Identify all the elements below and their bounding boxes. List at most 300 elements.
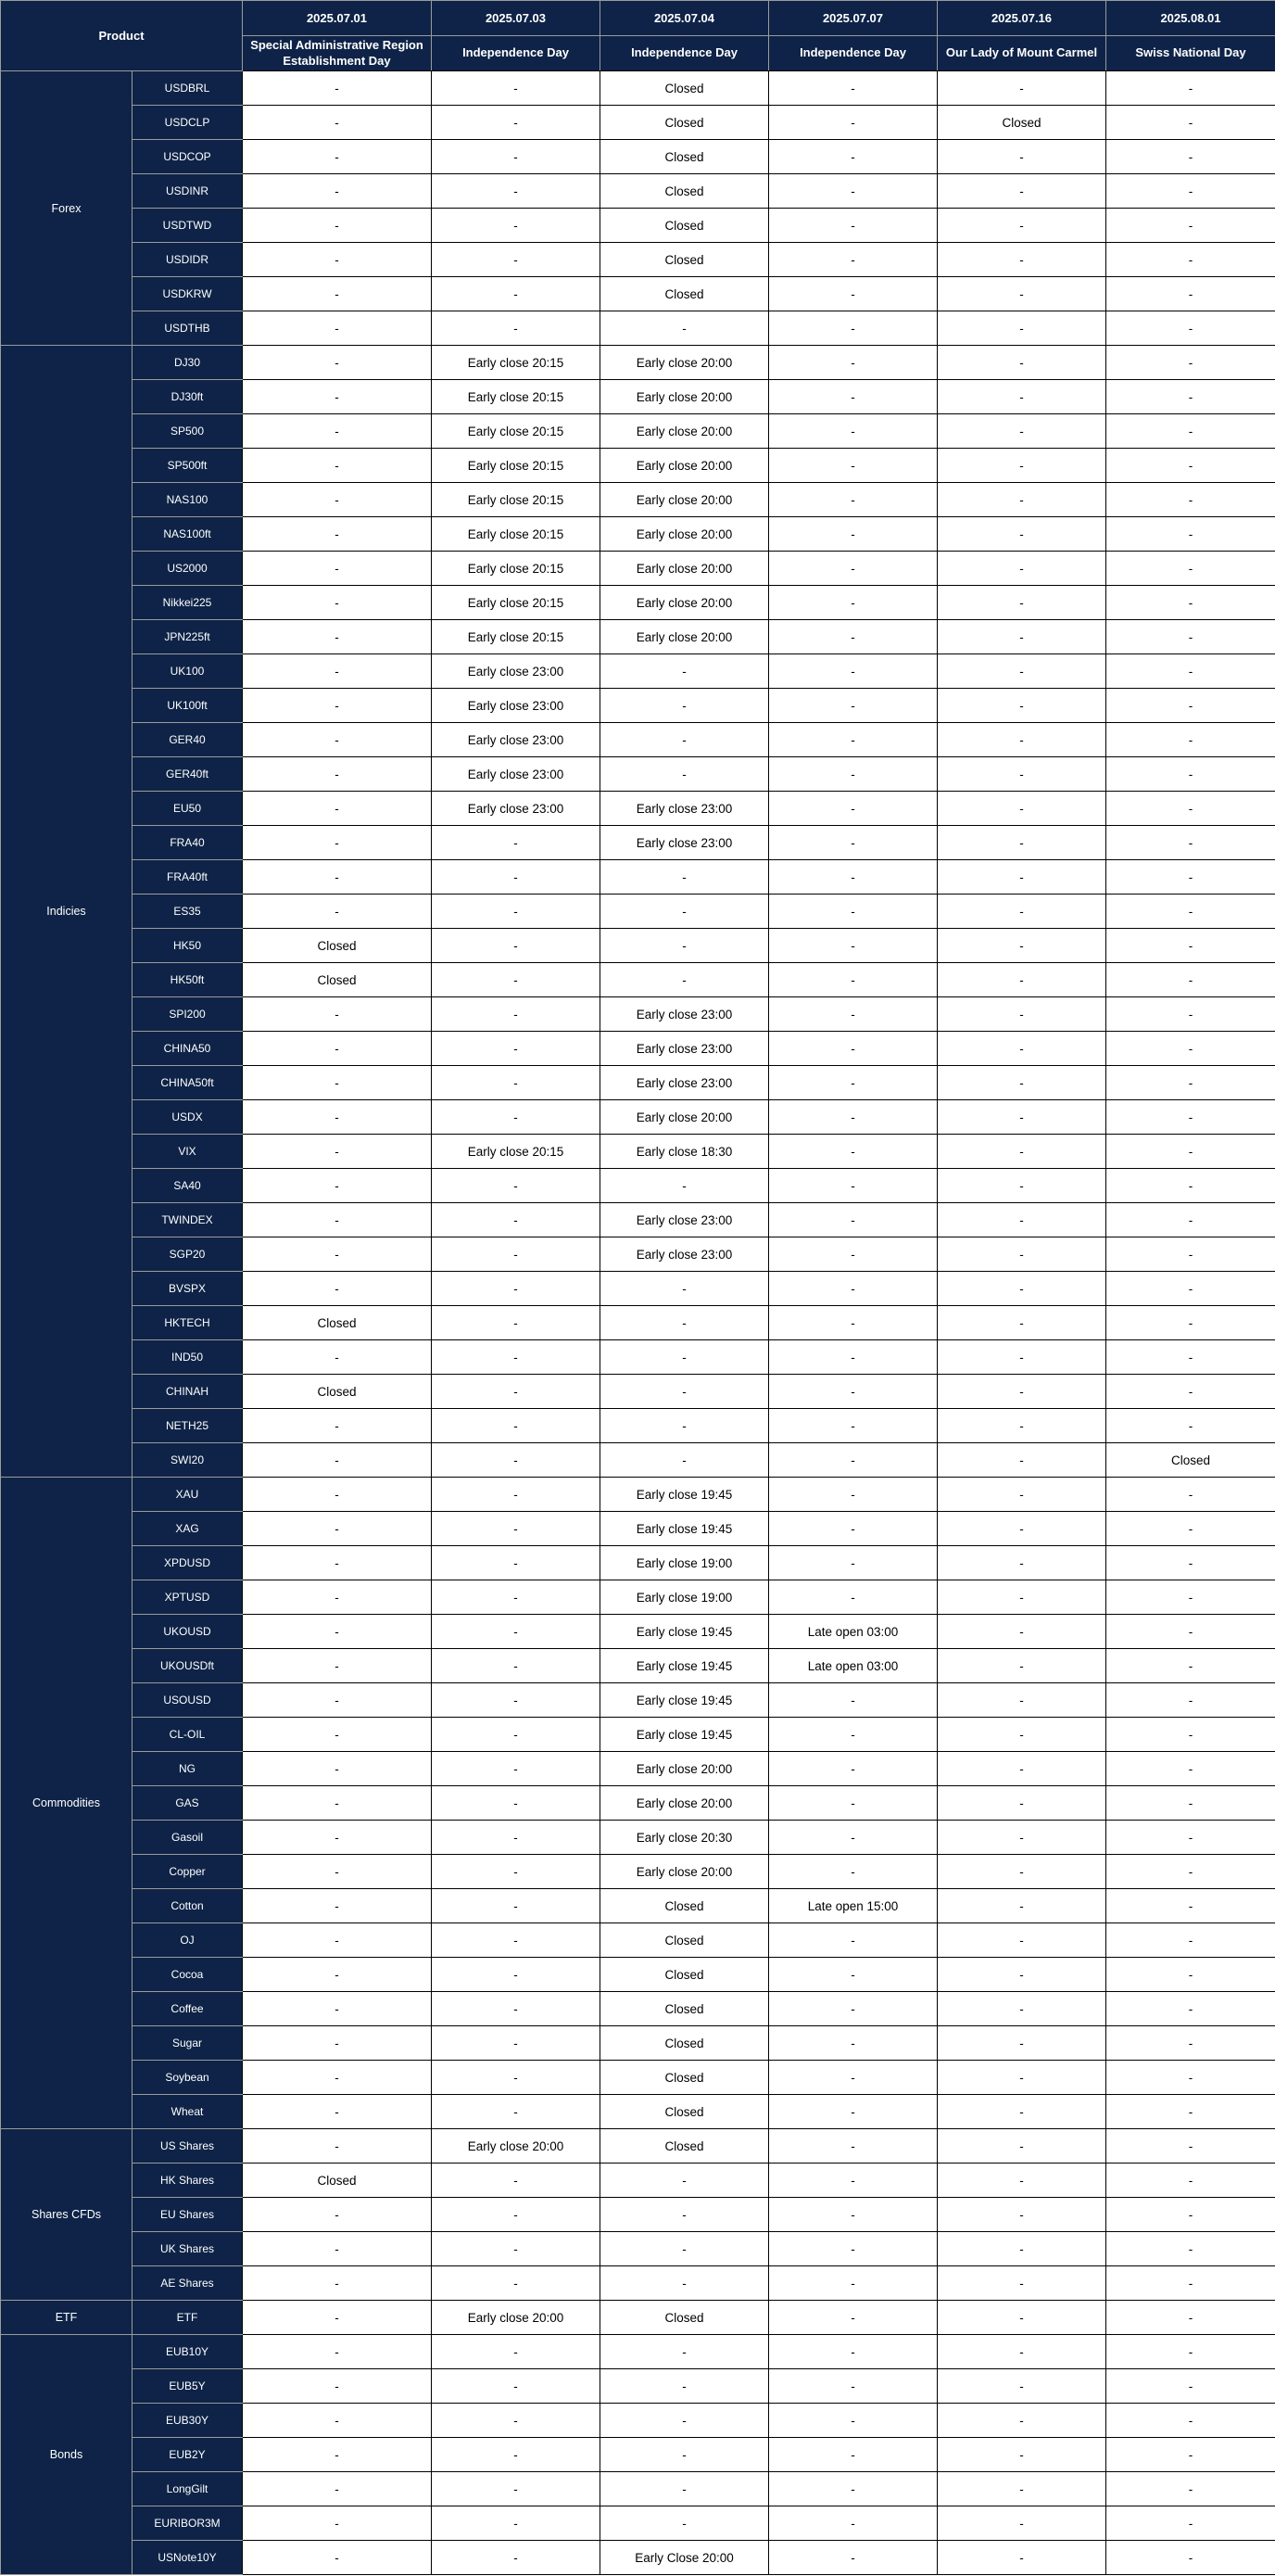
schedule-cell: - <box>938 1615 1106 1649</box>
schedule-cell: - <box>432 2061 600 2095</box>
schedule-cell: Early close 23:00 <box>600 792 769 826</box>
schedule-cell: - <box>938 346 1106 380</box>
schedule-cell: - <box>769 209 938 243</box>
schedule-cell: - <box>243 2026 432 2061</box>
product-cell: UK Shares <box>133 2232 243 2266</box>
schedule-cell: - <box>769 2164 938 2198</box>
schedule-cell: - <box>1106 1580 1275 1615</box>
schedule-cell: - <box>432 1889 600 1923</box>
schedule-cell: - <box>432 2506 600 2541</box>
table-header <box>1 1 1275 71</box>
table-row <box>1 1580 1275 1615</box>
schedule-cell: - <box>938 1135 1106 1169</box>
schedule-cell: - <box>769 346 938 380</box>
schedule-cell: - <box>432 2232 600 2266</box>
product-cell: XAG <box>133 1512 243 1546</box>
schedule-cell: - <box>769 1066 938 1100</box>
table-row <box>1 1923 1275 1958</box>
schedule-cell: - <box>938 2061 1106 2095</box>
schedule-cell: - <box>600 723 769 757</box>
schedule-cell: - <box>243 1066 432 1100</box>
schedule-cell: - <box>1106 1203 1275 1237</box>
schedule-cell: Closed <box>243 963 432 997</box>
schedule-cell: - <box>600 963 769 997</box>
schedule-cell: - <box>1106 71 1275 106</box>
schedule-cell: - <box>243 860 432 895</box>
product-cell: TWINDEX <box>133 1203 243 1237</box>
schedule-cell: - <box>1106 2335 1275 2369</box>
schedule-cell: - <box>938 2472 1106 2506</box>
schedule-cell: - <box>432 311 600 346</box>
schedule-cell: - <box>1106 1615 1275 1649</box>
schedule-cell: Early close 20:00 <box>600 1855 769 1889</box>
schedule-cell: Early close 20:15 <box>432 449 600 483</box>
schedule-cell: - <box>938 1923 1106 1958</box>
product-cell: HK50ft <box>133 963 243 997</box>
schedule-cell: - <box>1106 2541 1275 2575</box>
schedule-cell: - <box>432 1306 600 1340</box>
schedule-cell: - <box>432 1169 600 1203</box>
schedule-cell: - <box>1106 792 1275 826</box>
schedule-cell: - <box>769 1169 938 1203</box>
schedule-cell: - <box>769 1786 938 1821</box>
schedule-cell: - <box>769 654 938 689</box>
schedule-cell: - <box>432 1649 600 1683</box>
schedule-cell: Early close 18:30 <box>600 1135 769 1169</box>
schedule-cell: - <box>432 2541 600 2575</box>
schedule-cell: Early close 23:00 <box>600 826 769 860</box>
product-cell: CHINAH <box>133 1375 243 1409</box>
schedule-cell: - <box>600 689 769 723</box>
schedule-cell: - <box>432 1443 600 1478</box>
schedule-cell: - <box>243 1821 432 1855</box>
table-row <box>1 483 1275 517</box>
product-cell: SPI200 <box>133 997 243 1032</box>
schedule-cell: Early close 19:45 <box>600 1649 769 1683</box>
schedule-cell: - <box>243 346 432 380</box>
schedule-cell: - <box>1106 1992 1275 2026</box>
schedule-cell: - <box>1106 654 1275 689</box>
schedule-cell: - <box>1106 860 1275 895</box>
schedule-cell: - <box>938 1512 1106 1546</box>
schedule-cell: Early close 20:00 <box>600 1100 769 1135</box>
schedule-cell: - <box>432 1683 600 1718</box>
schedule-cell: - <box>600 1272 769 1306</box>
schedule-cell: - <box>1106 2438 1275 2472</box>
schedule-cell: - <box>1106 209 1275 243</box>
schedule-cell: - <box>1106 586 1275 620</box>
schedule-cell: - <box>600 1169 769 1203</box>
schedule-cell: - <box>432 1272 600 1306</box>
product-cell: SP500 <box>133 414 243 449</box>
schedule-cell: - <box>600 2404 769 2438</box>
schedule-cell: - <box>1106 2232 1275 2266</box>
category-cell: Bonds <box>1 2335 133 2575</box>
schedule-cell: Early close 20:15 <box>432 346 600 380</box>
schedule-cell: - <box>432 277 600 311</box>
schedule-cell: - <box>1106 346 1275 380</box>
table-row <box>1 2438 1275 2472</box>
product-cell: USDIDR <box>133 243 243 277</box>
table-row <box>1 2061 1275 2095</box>
schedule-cell: - <box>938 929 1106 963</box>
schedule-cell: Early close 23:00 <box>432 654 600 689</box>
schedule-cell: - <box>938 1100 1106 1135</box>
schedule-cell: - <box>938 243 1106 277</box>
table-row <box>1 2472 1275 2506</box>
schedule-cell: Early close 23:00 <box>432 689 600 723</box>
schedule-cell: - <box>769 2369 938 2404</box>
schedule-cell: - <box>243 2095 432 2129</box>
table-row <box>1 586 1275 620</box>
schedule-cell: Early close 23:00 <box>432 792 600 826</box>
schedule-cell: - <box>432 1992 600 2026</box>
schedule-cell: - <box>1106 963 1275 997</box>
schedule-cell: - <box>1106 1546 1275 1580</box>
category-cell: Indicies <box>1 346 133 1478</box>
product-cell: Copper <box>133 1855 243 1889</box>
product-cell: VIX <box>133 1135 243 1169</box>
table-row <box>1 2026 1275 2061</box>
schedule-cell: - <box>432 826 600 860</box>
product-cell: UKOUSDft <box>133 1649 243 1683</box>
table-row <box>1 1169 1275 1203</box>
schedule-cell: - <box>938 2369 1106 2404</box>
schedule-cell: Early close 20:00 <box>600 483 769 517</box>
schedule-cell: - <box>243 620 432 654</box>
schedule-cell: - <box>600 860 769 895</box>
schedule-cell: - <box>600 1409 769 1443</box>
schedule-cell: - <box>243 243 432 277</box>
schedule-cell: - <box>243 1923 432 1958</box>
schedule-cell: - <box>243 2404 432 2438</box>
schedule-cell: - <box>243 2335 432 2369</box>
schedule-cell: - <box>243 2438 432 2472</box>
table-row <box>1 71 1275 106</box>
schedule-cell: - <box>243 2472 432 2506</box>
product-cell: Nikkei225 <box>133 586 243 620</box>
schedule-cell: - <box>1106 1272 1275 1306</box>
schedule-cell: - <box>769 483 938 517</box>
schedule-cell: - <box>600 929 769 963</box>
product-cell: HK Shares <box>133 2164 243 2198</box>
table-row <box>1 826 1275 860</box>
schedule-cell: - <box>243 1752 432 1786</box>
product-cell: NG <box>133 1752 243 1786</box>
schedule-cell: Early close 20:00 <box>600 586 769 620</box>
schedule-cell: - <box>938 826 1106 860</box>
schedule-cell: Closed <box>600 106 769 140</box>
table-row <box>1 277 1275 311</box>
category-cell: Commodities <box>1 1478 133 2129</box>
schedule-cell: - <box>243 1409 432 1443</box>
schedule-cell: Closed <box>600 243 769 277</box>
schedule-cell: - <box>769 1306 938 1340</box>
schedule-cell: - <box>432 2095 600 2129</box>
schedule-cell: - <box>432 140 600 174</box>
schedule-cell: Early close 20:00 <box>600 552 769 586</box>
schedule-cell: - <box>938 277 1106 311</box>
product-cell: Soybean <box>133 2061 243 2095</box>
schedule-cell: - <box>243 1718 432 1752</box>
schedule-cell: - <box>1106 243 1275 277</box>
schedule-cell: - <box>938 2095 1106 2129</box>
schedule-cell: - <box>1106 2301 1275 2335</box>
schedule-cell: Early close 20:15 <box>432 1135 600 1169</box>
schedule-cell: Early close 19:45 <box>600 1718 769 1752</box>
schedule-cell: - <box>1106 1649 1275 1683</box>
table-row <box>1 1752 1275 1786</box>
schedule-cell: - <box>1106 2026 1275 2061</box>
table-row <box>1 2266 1275 2301</box>
table-row <box>1 1203 1275 1237</box>
table-row <box>1 1821 1275 1855</box>
product-cell: NETH25 <box>133 1409 243 1443</box>
date-header: 2025.07.03 <box>432 1 600 36</box>
schedule-cell: - <box>432 1203 600 1237</box>
table-row <box>1 1135 1275 1169</box>
schedule-cell: - <box>432 2404 600 2438</box>
schedule-cell: - <box>600 757 769 792</box>
product-cell: AE Shares <box>133 2266 243 2301</box>
schedule-cell: - <box>938 1306 1106 1340</box>
schedule-cell: - <box>432 1340 600 1375</box>
schedule-cell: - <box>600 2506 769 2541</box>
product-cell: GAS <box>133 1786 243 1821</box>
schedule-cell: - <box>1106 1237 1275 1272</box>
schedule-cell: Early close 19:00 <box>600 1546 769 1580</box>
schedule-cell: - <box>938 689 1106 723</box>
schedule-cell: - <box>432 2472 600 2506</box>
schedule-cell: - <box>769 277 938 311</box>
schedule-cell: - <box>938 71 1106 106</box>
schedule-cell: - <box>769 1580 938 1615</box>
schedule-cell: - <box>432 174 600 209</box>
schedule-cell: - <box>432 1923 600 1958</box>
schedule-cell: - <box>938 2506 1106 2541</box>
schedule-cell: - <box>769 2266 938 2301</box>
schedule-cell: Early close 19:45 <box>600 1683 769 1718</box>
schedule-cell: - <box>432 1478 600 1512</box>
schedule-cell: Early close 23:00 <box>432 757 600 792</box>
table-row <box>1 1375 1275 1409</box>
schedule-cell: - <box>243 1683 432 1718</box>
schedule-cell: Early close 20:00 <box>600 1752 769 1786</box>
schedule-cell: Late open 03:00 <box>769 1615 938 1649</box>
category-cell: ETF <box>1 2301 133 2335</box>
schedule-cell: - <box>769 792 938 826</box>
schedule-cell: - <box>938 449 1106 483</box>
schedule-cell: Early close 20:00 <box>600 517 769 552</box>
schedule-cell: Closed <box>600 1992 769 2026</box>
schedule-cell: - <box>938 2301 1106 2335</box>
schedule-cell: - <box>938 552 1106 586</box>
product-cell: UK100 <box>133 654 243 689</box>
table-row <box>1 1066 1275 1100</box>
schedule-cell: - <box>243 1958 432 1992</box>
table-row <box>1 689 1275 723</box>
schedule-cell: - <box>432 1821 600 1855</box>
schedule-cell: Closed <box>243 929 432 963</box>
product-cell: CHINA50ft <box>133 1066 243 1100</box>
schedule-cell: - <box>1106 380 1275 414</box>
table-row <box>1 140 1275 174</box>
product-cell: USOUSD <box>133 1683 243 1718</box>
product-cell: SWI20 <box>133 1443 243 1478</box>
schedule-cell: - <box>432 1958 600 1992</box>
schedule-cell: - <box>600 2438 769 2472</box>
schedule-cell: - <box>938 517 1106 552</box>
product-cell: XAU <box>133 1478 243 1512</box>
schedule-cell: - <box>432 1512 600 1546</box>
schedule-cell: Closed <box>600 209 769 243</box>
schedule-cell: - <box>243 1478 432 1512</box>
schedule-cell: - <box>938 2026 1106 2061</box>
schedule-cell: - <box>1106 1409 1275 1443</box>
schedule-cell: - <box>432 997 600 1032</box>
schedule-cell: Closed <box>600 2026 769 2061</box>
product-cell: USDKRW <box>133 277 243 311</box>
schedule-cell: Closed <box>600 174 769 209</box>
schedule-cell: - <box>1106 1855 1275 1889</box>
schedule-cell: - <box>243 2061 432 2095</box>
schedule-cell: - <box>769 2335 938 2369</box>
product-cell: Gasoil <box>133 1821 243 1855</box>
schedule-cell: - <box>769 997 938 1032</box>
schedule-cell: - <box>243 106 432 140</box>
schedule-cell: - <box>938 1958 1106 1992</box>
schedule-cell: - <box>1106 552 1275 586</box>
schedule-cell: - <box>432 2026 600 2061</box>
schedule-cell: - <box>938 140 1106 174</box>
schedule-cell: - <box>938 174 1106 209</box>
schedule-cell: - <box>243 1992 432 2026</box>
schedule-cell: - <box>243 1649 432 1683</box>
schedule-cell: - <box>1106 2506 1275 2541</box>
schedule-cell: - <box>938 1786 1106 1821</box>
table-row <box>1 1958 1275 1992</box>
schedule-cell: - <box>769 1512 938 1546</box>
schedule-cell: - <box>1106 2369 1275 2404</box>
table-row <box>1 2404 1275 2438</box>
product-cell: Coffee <box>133 1992 243 2026</box>
schedule-cell: - <box>769 380 938 414</box>
schedule-cell: - <box>938 654 1106 689</box>
schedule-cell: - <box>1106 2095 1275 2129</box>
product-cell: Sugar <box>133 2026 243 2061</box>
schedule-cell: - <box>938 1821 1106 1855</box>
table-row <box>1 963 1275 997</box>
table-row <box>1 2369 1275 2404</box>
category-cell: Forex <box>1 71 133 346</box>
schedule-cell: - <box>769 106 938 140</box>
schedule-cell: Early close 20:00 <box>600 346 769 380</box>
schedule-cell: - <box>432 1375 600 1409</box>
schedule-cell: - <box>432 1855 600 1889</box>
schedule-cell: - <box>1106 2266 1275 2301</box>
schedule-cell: - <box>1106 140 1275 174</box>
schedule-cell: - <box>769 1478 938 1512</box>
schedule-cell: - <box>432 106 600 140</box>
schedule-cell: - <box>769 2129 938 2164</box>
product-cell: GER40 <box>133 723 243 757</box>
schedule-cell: Early close 20:15 <box>432 586 600 620</box>
product-cell: USDINR <box>133 174 243 209</box>
schedule-cell: - <box>243 895 432 929</box>
schedule-cell: Closed <box>600 140 769 174</box>
schedule-cell: - <box>600 2232 769 2266</box>
product-cell: XPDUSD <box>133 1546 243 1580</box>
schedule-cell: - <box>769 174 938 209</box>
table-row <box>1 654 1275 689</box>
product-cell: USDTHB <box>133 311 243 346</box>
schedule-cell: - <box>769 723 938 757</box>
category-cell: Shares CFDs <box>1 2129 133 2301</box>
product-cell: USDBRL <box>133 71 243 106</box>
schedule-cell: - <box>600 2472 769 2506</box>
schedule-cell: - <box>769 1923 938 1958</box>
schedule-cell: Early Close 20:00 <box>600 2541 769 2575</box>
schedule-cell: Closed <box>938 106 1106 140</box>
schedule-cell: - <box>938 380 1106 414</box>
schedule-cell: - <box>938 1889 1106 1923</box>
schedule-cell: - <box>600 2369 769 2404</box>
table-row <box>1 552 1275 586</box>
product-cell: CHINA50 <box>133 1032 243 1066</box>
schedule-cell: - <box>1106 1718 1275 1752</box>
schedule-cell: - <box>938 2335 1106 2369</box>
schedule-cell: - <box>938 1683 1106 1718</box>
schedule-cell: - <box>769 2301 938 2335</box>
holiday-header: Special Administrative Region Establishment Day <box>243 36 432 71</box>
product-cell: FRA40ft <box>133 860 243 895</box>
schedule-cell: - <box>769 2026 938 2061</box>
schedule-cell: - <box>432 929 600 963</box>
schedule-cell: - <box>938 1546 1106 1580</box>
schedule-cell: Early close 20:00 <box>600 380 769 414</box>
schedule-cell: - <box>769 2541 938 2575</box>
schedule-cell: Early close 20:00 <box>432 2129 600 2164</box>
table-row <box>1 1546 1275 1580</box>
table-row <box>1 1512 1275 1546</box>
schedule-cell: - <box>432 1615 600 1649</box>
holiday-header: Independence Day <box>600 36 769 71</box>
table-row <box>1 209 1275 243</box>
schedule-cell: - <box>243 1237 432 1272</box>
schedule-cell: - <box>1106 1066 1275 1100</box>
schedule-cell: - <box>243 1100 432 1135</box>
schedule-cell: - <box>1106 2404 1275 2438</box>
schedule-cell: - <box>938 311 1106 346</box>
schedule-cell: - <box>432 895 600 929</box>
schedule-cell: - <box>769 140 938 174</box>
product-cell: CL-OIL <box>133 1718 243 1752</box>
schedule-cell: - <box>600 1340 769 1375</box>
table-row <box>1 1855 1275 1889</box>
schedule-cell: - <box>938 757 1106 792</box>
schedule-cell: - <box>243 71 432 106</box>
schedule-cell: Early close 23:00 <box>432 723 600 757</box>
table-row <box>1 311 1275 346</box>
schedule-cell: - <box>432 1032 600 1066</box>
schedule-cell: - <box>243 517 432 552</box>
schedule-cell: - <box>769 1855 938 1889</box>
schedule-cell: - <box>769 1992 938 2026</box>
date-header: 2025.07.01 <box>243 1 432 36</box>
schedule-cell: - <box>243 2198 432 2232</box>
schedule-cell: - <box>769 1718 938 1752</box>
schedule-cell: - <box>769 895 938 929</box>
